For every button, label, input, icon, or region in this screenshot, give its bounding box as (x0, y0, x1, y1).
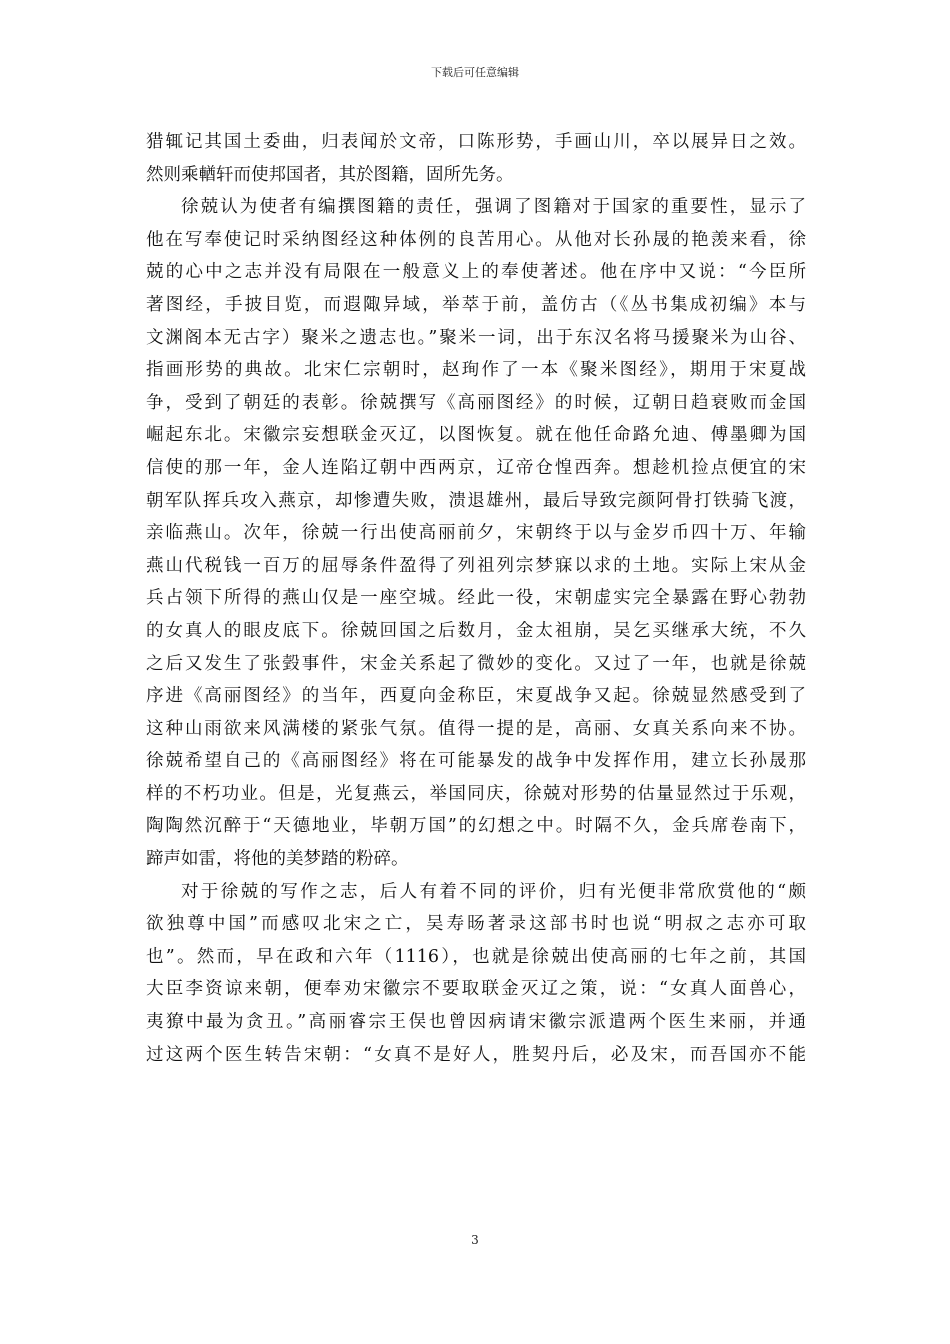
text-line: 然则乘輶轩而使邦国者，其於图籍，固所先务。 (146, 164, 514, 185)
text-line: 陶陶然沉醉于“天德地业，毕朝万国”的幻想之中。时隔不久，金兵席卷南下， (146, 816, 806, 837)
page-header: 下载后可任意编辑 (431, 66, 519, 79)
text-line: 对于徐兢的写作之志，后人有着不同的评价，归有光便非常欣赏他的“颇 (181, 881, 806, 902)
text-line: 文渊阁本无古字）聚米之遗志也。”聚米一词，出于东汉名将马援聚米为山谷、 (146, 327, 806, 348)
text-line: 之后又发生了张瑴事件，宋金关系起了微妙的变化。又过了一年，也就是徐兢 (146, 653, 806, 674)
text-line: 亲临燕山。次年，徐兢一行出使高丽前夕，宋朝终于以与金岁币四十万、年输 (146, 523, 806, 544)
text-line: 蹄声如雷，将他的美梦踏的粉碎。 (146, 849, 409, 870)
text-line: 他在写奉使记时采纳图经这种体例的良苦用心。从他对长孙晟的艳羡来看，徐 (146, 229, 806, 250)
text-line: 燕山代税钱一百万的屈辱条件盈得了列祖列宗梦寐以求的土地。实际上宋从金 (146, 555, 806, 576)
text-line: 指画形势的典故。北宋仁宗朝时，赵珣作了一本《聚米图经》，期用于宋夏战 (146, 360, 806, 381)
text-line: 兢的心中之志并没有局限在一般意义上的奉使著述。他在序中又说：“今臣所 (146, 262, 806, 283)
text-line: 也”。然而，早在政和六年（1116），也就是徐兢出使高丽的七年之前，其国 (146, 946, 806, 967)
paragraph-3 (146, 876, 806, 1072)
paragraph-1 (146, 126, 806, 191)
text-line: 样的不朽功业。但是，光复燕云，举国同庆，徐兢对形势的估量显然过于乐观， (146, 783, 806, 804)
text-line: 崛起东北。宋徽宗妄想联金灭辽，以图恢复。就在他任命路允迪、傅墨卿为国 (146, 425, 806, 446)
text-line: 争，受到了朝廷的表彰。徐兢撰写《高丽图经》的时候，辽朝日趋衰败而金国 (146, 392, 806, 413)
text-line: 兵占领下所得的燕山仅是一座空城。经此一役，宋朝虚实完全暴露在野心勃勃 (146, 588, 806, 609)
text-line: 这种山雨欲来风满楼的紧张气氛。值得一提的是，高丽、女真关系向来不协。 (146, 718, 806, 739)
text-line: 的女真人的眼皮底下。徐兢回国之后数月，金太祖崩，吴乞买继承大统，不久 (146, 620, 806, 641)
text-line: 夷獠中最为贪丑。”高丽睿宗王俣也曾因病请宋徽宗派遣两个医生来丽，并通 (146, 1012, 806, 1033)
document-body (146, 126, 806, 1071)
text-line: 欲独尊中国”而感叹北宋之亡，吴寿旸著录这部书时也说“明叔之志亦可取 (146, 914, 806, 935)
text-line: 大臣李资谅来朝，便奉劝宋徽宗不要取联金灭辽之策，说：“女真人面兽心， (146, 979, 806, 1000)
text-line: 过这两个医生转告宋朝：“女真不是好人，胜契丹后，必及宋，而吾国亦不能 (146, 1044, 806, 1065)
text-line: 信使的那一年，金人连陷辽朝中西两京，辽帝仓惶西奔。想趁机捡点便宜的宋 (146, 457, 806, 478)
paragraph-2 (146, 191, 806, 875)
text-line: 著图经，手披目览，而遐陬异域，举萃于前，盖仿古（《丛书集成初编》本与 (146, 294, 806, 315)
text-line: 徐兢认为使者有编撰图籍的责任，强调了图籍对于国家的重要性，显示了 (181, 197, 806, 218)
text-line: 朝军队挥兵攻入燕京，却惨遭失败，溃退雄州，最后导致完颜阿骨打铁骑飞渡， (146, 490, 806, 511)
text-line: 猎辄记其国土委曲，归表闻於文帝，口陈形势，手画山川，卒以展异日之效。 (146, 132, 806, 152)
page-number: 3 (471, 1233, 479, 1247)
text-line: 徐兢希望自己的《高丽图经》将在可能暴发的战争中发挥作用，建立长孙晟那 (146, 751, 806, 772)
text-line: 序进《高丽图经》的当年，西夏向金称臣，宋夏战争又起。徐兢显然感受到了 (146, 686, 806, 707)
